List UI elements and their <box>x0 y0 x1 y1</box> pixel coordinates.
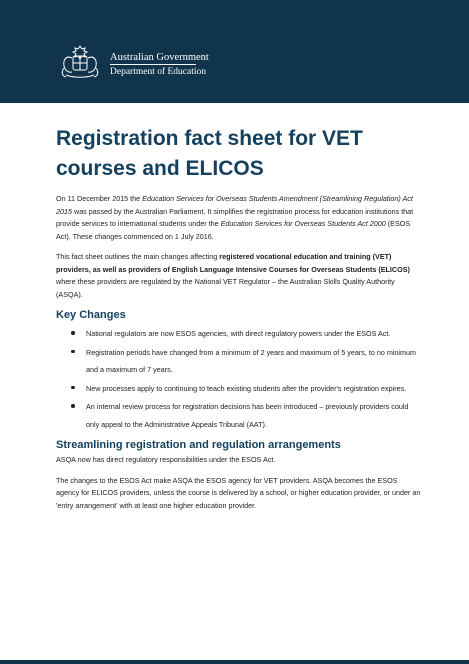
act-title: Education Services for Overseas Students Amendment (Streamlining Regulation) Act 2015 <box>56 194 413 216</box>
emphasis-text: registered vocational education and training (VET) providers, as well as providers of English Language Intensive Courses for Overseas Students (ELICOS) <box>56 252 410 274</box>
list-item <box>56 344 421 379</box>
text-span: where these providers are regulated by the National VET Regulator – the Australian Skills Quality Authority (ASQA). <box>56 277 395 299</box>
text-span: (ESOS Act). These changes commenced on 1 July 2016. <box>56 219 411 241</box>
department-name: Department of Education <box>110 67 207 77</box>
page-title: Registration fact sheet for VET courses and ELICOS <box>56 127 363 180</box>
government-name: Australian Government <box>110 52 209 63</box>
list-item <box>56 398 421 433</box>
text-span: was passed by the Australian Parliament. It simplifies the registration process for education institutions that provide services to international students under the <box>56 206 414 228</box>
list-item-text: New processes apply to continuing to teach existing students after the provider's registration expires. <box>86 383 407 393</box>
document-body <box>56 193 421 520</box>
section-heading-key-changes: Key Changes <box>56 309 126 321</box>
footer-bar <box>0 660 469 664</box>
header-banner <box>0 0 469 103</box>
act-title: Education Services for Overseas Students Act 2000 <box>220 219 386 228</box>
streamlining-paragraph-2: The changes to the ESOS Act make ASQA the ESOS agency for VET providers. ASQA becomes the ESOS agency for ELICOS providers, unless the course is delivered by a school, or higher education provider, or under an 'entry arrangement' with at least one higher education provider. <box>56 475 421 510</box>
list-item-text: National regulators are now ESOS agencies, with direct regulatory powers under the ESOS Act. <box>86 329 391 338</box>
header-divider <box>110 64 196 65</box>
key-changes-list <box>56 325 421 433</box>
list-item-text: An internal review process for registration decisions has been introduced – previously providers could only appeal to the Administrative Appeals Tribunal (AAT). <box>86 402 409 429</box>
bullet-dot-icon <box>71 386 75 390</box>
bullet-dot-icon <box>71 331 75 335</box>
text-span: On 11 December 2015 the <box>56 194 143 203</box>
bullet-dot-icon <box>71 404 75 408</box>
list-item <box>56 380 421 398</box>
list-item <box>56 325 421 343</box>
list-item-text: Registration periods have changed from a minimum of 2 years and maximum of 5 years, to no minimum and a maximum of 7 years. <box>86 347 416 374</box>
intro-paragraph-2 <box>56 251 421 301</box>
text-span: This fact sheet outlines the main changes affecting <box>56 252 220 261</box>
section-heading-streamlining: Streamlining registration and regulation arrangements <box>56 439 341 451</box>
coat-of-arms-icon <box>56 42 104 80</box>
bullet-dot-icon <box>71 350 75 354</box>
intro-paragraph-1 <box>56 193 421 243</box>
streamlining-paragraph-1: ASQA now has direct regulatory responsibilities under the ESOS Act. <box>56 455 276 464</box>
